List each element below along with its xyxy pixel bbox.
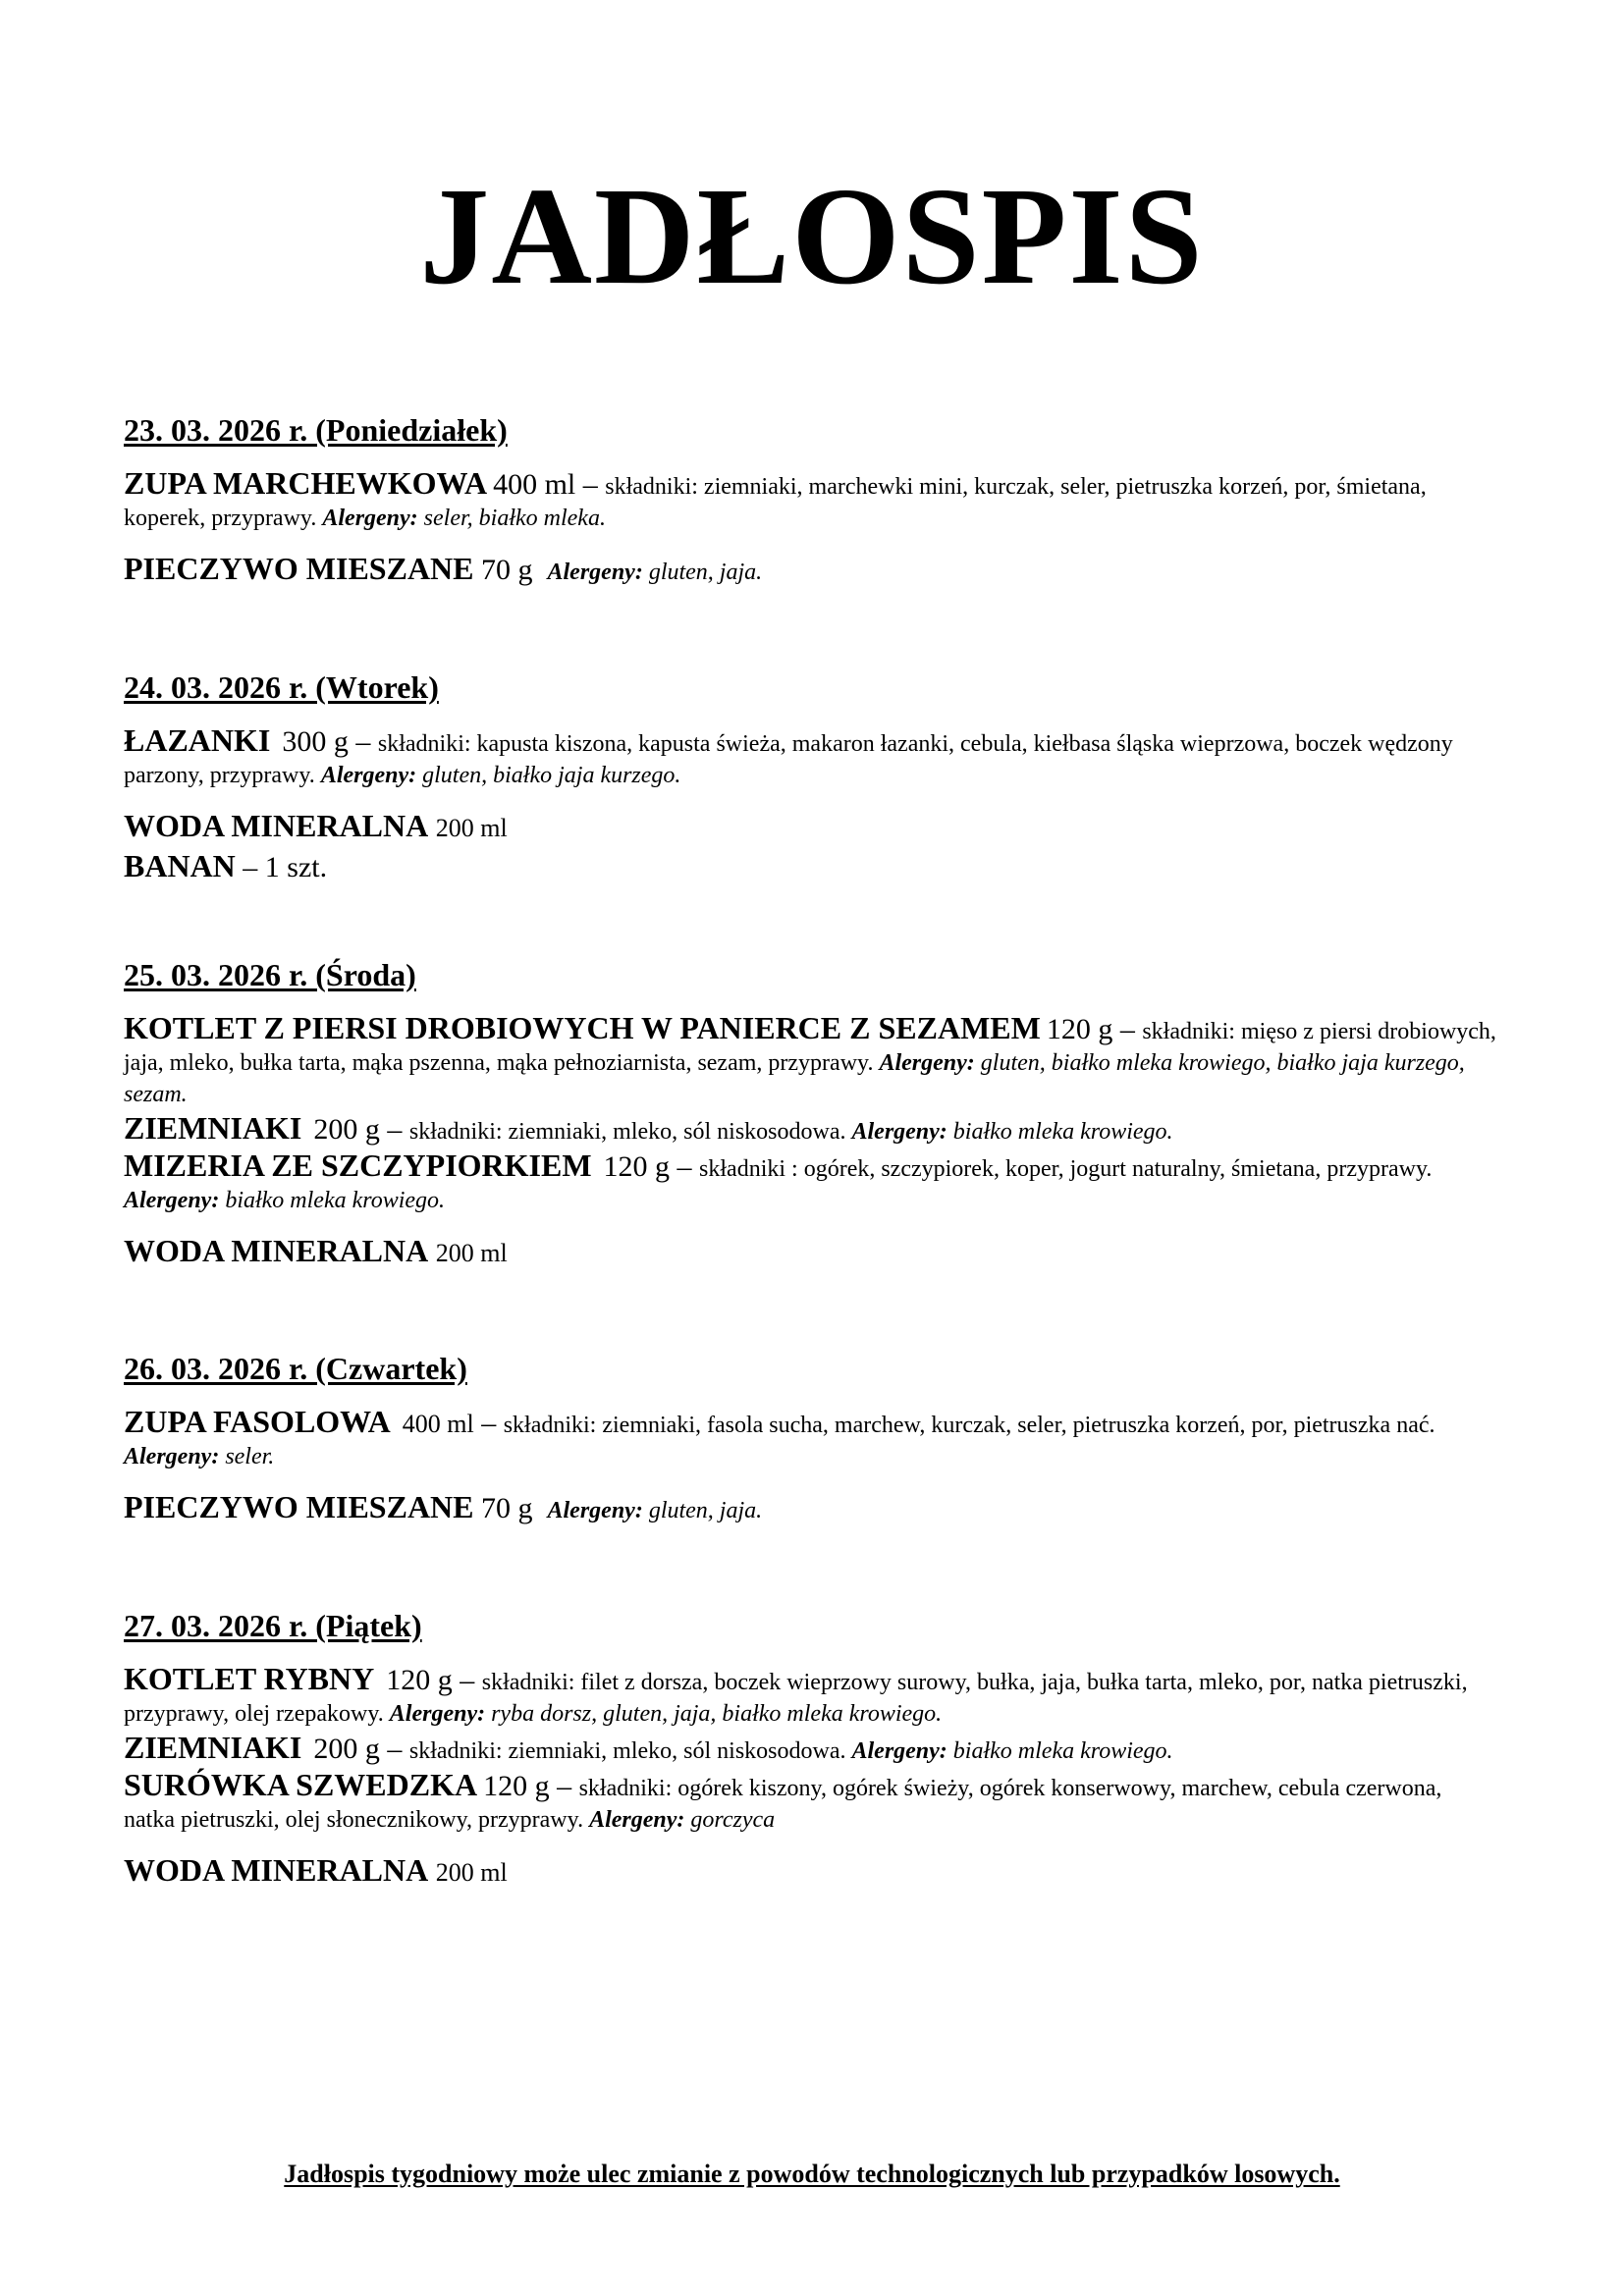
dish-name: BANAN: [124, 848, 236, 883]
dish-separator: –: [575, 468, 606, 501]
menu-item: [124, 1012, 1498, 1110]
menu-item: [124, 1851, 1498, 1892]
allergen-list: białko mleka krowiego.: [947, 1119, 1173, 1145]
menu-item: [124, 807, 1498, 847]
menu-item: [124, 1112, 1498, 1148]
day-tuesday: [124, 667, 1498, 886]
dish-name: ZIEMNIAKI: [124, 1110, 302, 1146]
allergen-label: Alergeny:: [851, 1738, 947, 1764]
dish-name: KOTLET RYBNY: [124, 1661, 375, 1696]
dish-separator: –: [379, 1113, 409, 1146]
allergen-label: Alergeny:: [851, 1119, 947, 1145]
dish-separator: –: [452, 1664, 482, 1696]
dish-quantity: 200 ml: [435, 1239, 508, 1267]
menu-item: [124, 1732, 1498, 1767]
menu-item: [124, 1232, 1498, 1272]
menu-item: [124, 550, 1498, 591]
allergen-label: Alergeny:: [879, 1050, 975, 1076]
dish-name: PIECZYWO MIESZANE: [124, 1489, 474, 1524]
dish-quantity: 400 ml: [493, 468, 576, 501]
dish-name: ŁAZANKI: [124, 722, 271, 758]
dish-name: WODA MINERALNA: [124, 1233, 429, 1268]
page-title: JADŁOSPIS: [419, 158, 1205, 313]
dish-name: KOTLET Z PIERSI DROBIOWYCH W PANIERCE Z SEZAMEM: [124, 1010, 1041, 1045]
dish-quantity: 120 g: [603, 1150, 671, 1183]
allergen-label: Alergeny:: [589, 1807, 685, 1833]
dish-name: ZUPA MARCHEWKOWA: [124, 465, 488, 501]
allergen-list: gluten, białko jaja kurzego.: [416, 763, 681, 788]
dish-ingredients: składniki: filet z dorsza, boczek wieprzowy surowy, bułka, jaja, bułka tarta, mleko, por, natka pietruszki, przyprawy, olej rzepakowy.: [124, 1670, 1468, 1727]
allergen-label: Alergeny:: [322, 506, 418, 531]
day-thursday: [124, 1349, 1498, 1529]
dish-name: ZIEMNIAKI: [124, 1730, 302, 1765]
allergen-list: białko mleka krowiego.: [947, 1738, 1173, 1764]
dish-separator: –: [473, 1407, 504, 1439]
dish-ingredients: składniki: ogórek kiszony, ogórek świeży, ogórek konserwowy, marchew, cebula czerwona, natka pietruszki, olej słonecznikowy, przyprawy.: [124, 1776, 1442, 1833]
dish-ingredients: składniki: mięso z piersi drobiowych, jaja, mleko, bułka tarta, mąka pszenna, mąka pełnoziarnista, sezam, przyprawy.: [124, 1019, 1496, 1076]
allergen-list: gluten, jaja.: [642, 560, 763, 585]
allergen-label: Alergeny:: [124, 1188, 220, 1213]
allergen-label: Alergeny:: [389, 1701, 486, 1727]
dish-name: WODA MINERALNA: [124, 1852, 429, 1888]
allergen-list: ryba dorsz, gluten, jaja, białko mleka krowiego.: [485, 1701, 943, 1727]
day-monday: [124, 410, 1498, 591]
menu-item: [124, 1149, 1498, 1216]
dish-quantity: 200 ml: [435, 814, 508, 842]
dish-quantity: 200 g: [313, 1113, 380, 1146]
menu-item: [124, 847, 1498, 886]
day-wednesday: [124, 955, 1498, 1272]
day-header: 26. 03. 2026 r. (Czwartek): [124, 1351, 467, 1386]
menu-item: [124, 1663, 1498, 1730]
allergen-label: Alergeny:: [547, 1498, 643, 1523]
menu-item: [124, 1769, 1498, 1836]
dish-separator: –: [549, 1770, 579, 1802]
allergen-list: seler.: [219, 1444, 275, 1469]
menu-item: [124, 1406, 1498, 1472]
dish-name: ZUPA FASOLOWA: [124, 1404, 391, 1439]
dish-quantity: 120 g: [1046, 1013, 1113, 1045]
menu-item: [124, 467, 1498, 534]
dish-quantity: 200 ml: [435, 1858, 508, 1887]
dish-name: SURÓWKA SZWEDZKA: [124, 1767, 478, 1802]
dish-quantity: – 1 szt.: [243, 851, 328, 883]
day-header: 27. 03. 2026 r. (Piątek): [124, 1608, 422, 1643]
dish-ingredients: składniki: ziemniaki, mleko, sól niskosodowa.: [408, 1738, 852, 1764]
dish-separator: –: [670, 1150, 700, 1183]
allergen-list: białko mleka krowiego.: [219, 1188, 446, 1213]
allergen-list: gorczyca: [684, 1807, 776, 1833]
dish-name: MIZERIA ZE SZCZYPIORKIEM: [124, 1148, 592, 1183]
dish-quantity: 400 ml: [402, 1410, 474, 1438]
dish-separator: –: [379, 1733, 409, 1765]
allergen-label: Alergeny:: [547, 560, 643, 585]
dish-quantity: 300 g: [282, 725, 349, 758]
dish-quantity: 120 g: [483, 1770, 550, 1802]
allergen-label: Alergeny:: [320, 763, 417, 788]
dish-separator: –: [1112, 1013, 1143, 1045]
dish-name: PIECZYWO MIESZANE: [124, 551, 474, 586]
day-header: 23. 03. 2026 r. (Poniedziałek): [124, 412, 508, 448]
dish-quantity: 200 g: [313, 1733, 380, 1765]
dish-ingredients: składniki: ziemniaki, marchewki mini, kurczak, seler, pietruszka korzeń, por, śmietana, koperek, przyprawy.: [124, 474, 1427, 531]
allergen-list: gluten, białko mleka krowiego, białko jaja kurzego, sezam.: [124, 1050, 1465, 1107]
day-header: 25. 03. 2026 r. (Środa): [124, 957, 416, 992]
dish-ingredients: składniki: kapusta kiszona, kapusta świeża, makaron łazanki, cebula, kiełbasa śląska wieprzowa, boczek wędzony parzony, przyprawy.: [124, 731, 1453, 788]
dish-name: WODA MINERALNA: [124, 808, 429, 843]
menu-content: [124, 410, 1498, 1892]
allergen-list: gluten, jaja.: [642, 1498, 763, 1523]
dish-ingredients: składniki: ziemniaki, mleko, sól niskosodowa.: [408, 1119, 852, 1145]
menu-item: [124, 724, 1498, 791]
allergen-list: seler, białko mleka.: [417, 506, 606, 531]
day-header: 24. 03. 2026 r. (Wtorek): [124, 669, 439, 705]
dish-quantity: 70 g: [481, 554, 533, 586]
dish-ingredients: składniki: ziemniaki, fasola sucha, marchew, kurczak, seler, pietruszka korzeń, por, pietruszka nać.: [503, 1413, 1435, 1438]
dish-quantity: 70 g: [481, 1492, 533, 1524]
dish-separator: –: [348, 725, 378, 758]
dish-ingredients: składniki : ogórek, szczypiorek, koper, jogurt naturalny, śmietana, przyprawy.: [699, 1156, 1433, 1182]
dish-quantity: 120 g: [386, 1664, 453, 1696]
footer-note: Jadłospis tygodniowy może ulec zmianie z powodów technologicznych lub przypadków losowych.: [284, 2160, 1340, 2188]
menu-item: [124, 1488, 1498, 1529]
day-friday: [124, 1606, 1498, 1892]
allergen-label: Alergeny:: [124, 1444, 220, 1469]
